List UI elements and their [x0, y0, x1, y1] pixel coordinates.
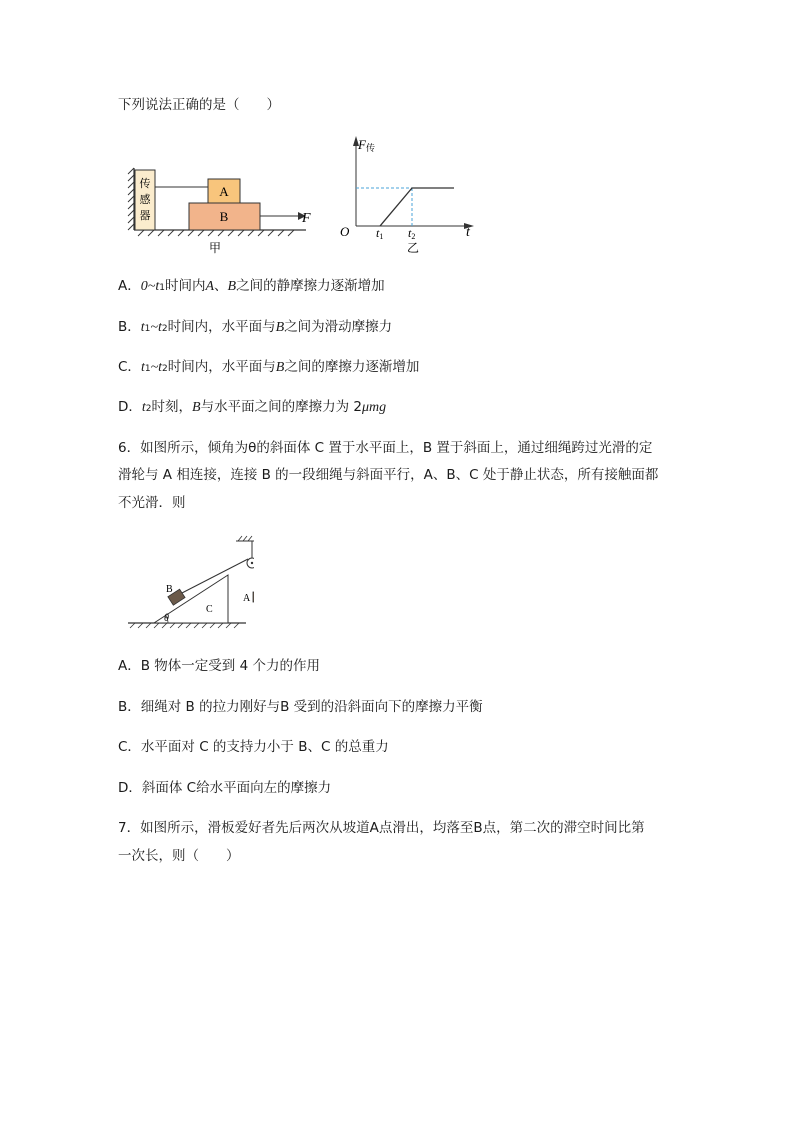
question-intro: 下列说法正确的是（ ） [118, 97, 280, 113]
figure-incline [124, 535, 254, 635]
block-b-incline-label: B [166, 584, 173, 595]
q6-option-c: C．水平面对 C 的支持力小于 B、C 的总重力 [118, 739, 389, 755]
tick-t2: t2 [408, 226, 416, 241]
block-a-hanging [253, 592, 254, 602]
q6-option-b: B．细绳对 B 的拉力刚好与B 受到的沿斜面向下的摩擦力平衡 [118, 699, 483, 715]
q5-option-d: D．t2时刻，B与水平面之间的摩擦力为 2μmg [118, 399, 387, 415]
q6-line-2: 滑轮与 A 相连接，连接 B 的一段细绳与斜面平行，A、B、C 处于静止状态，所有接触面都 [118, 467, 659, 483]
incline-c-label: C [206, 604, 213, 615]
force-label: F [302, 211, 311, 226]
q7-line-2: 一次长，则（ ） [118, 848, 240, 864]
block-a-label: A [219, 184, 229, 199]
force-curve [380, 188, 454, 226]
q5-option-c: C．t1~t2时间内，水平面与B之间的摩擦力逐渐增加 [118, 359, 420, 375]
caption-yi: 乙 [406, 241, 420, 255]
q6-line-1: 6．如图所示，倾角为θ的斜面体 C 置于水平面上，B 置于斜面上，通过细绳跨过光滑的定 [118, 440, 653, 456]
origin-label: O [340, 224, 350, 239]
block-b-label: B [219, 209, 229, 224]
q6-line-3: 不光滑．则 [118, 495, 186, 511]
q6-option-a: A．B 物体一定受到 4 个力的作用 [118, 658, 320, 674]
sensor-label-2: 感 [139, 193, 151, 206]
q5-option-a: A．0~t1时间内A、B之间的静摩擦力逐渐增加 [118, 278, 385, 294]
y-axis-label: F传 [358, 137, 375, 154]
block-a-hanging-label: A [243, 593, 251, 604]
x-axis-label: t [466, 225, 470, 240]
angle-label: θ [164, 613, 169, 624]
q7-line-1: 7．如图所示，滑板爱好者先后两次从坡道A点滑出，均落至B点，第二次的滞空时间比第 [118, 820, 645, 836]
q5-option-b: B．t1~t2时间内，水平面与B之间为滑动摩擦力 [118, 319, 393, 335]
figure-jia [118, 160, 318, 260]
q6-option-d: D．斜面体 C给水平面向左的摩擦力 [118, 780, 332, 796]
sensor-label-3: 器 [139, 209, 151, 222]
tick-t1: t1 [376, 226, 384, 241]
sensor-label-1: 传 [139, 177, 151, 190]
figure-yi [336, 130, 486, 258]
caption-jia: 甲 [208, 241, 222, 255]
